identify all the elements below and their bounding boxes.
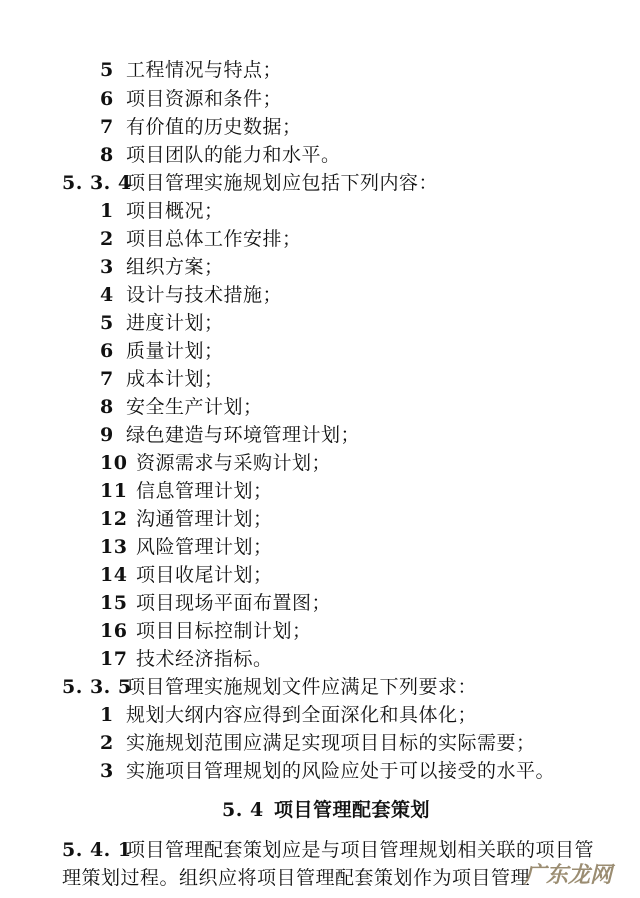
item-number: 1	[100, 200, 114, 222]
item-text: 质量计划；	[126, 340, 224, 362]
section-heading	[222, 798, 430, 822]
item-text: 项目资源和条件；	[126, 88, 283, 110]
clause-541-continuation	[62, 866, 530, 890]
list-item	[100, 591, 331, 615]
item-number: 15	[100, 592, 128, 614]
clause-text: 项目管理配套策划应是与项目管理规划相关联的项目管	[126, 839, 595, 861]
item-number: 5	[100, 312, 114, 334]
list-item	[100, 199, 224, 223]
item-number: 3	[100, 256, 114, 278]
item-text: 实施项目管理规划的风险应处于可以接受的水平。	[126, 760, 556, 782]
clause-text: 项目管理实施规划文件应满足下列要求：	[126, 676, 478, 698]
item-number: 8	[100, 144, 114, 166]
item-text: 绿色建造与环境管理计划；	[126, 424, 361, 446]
item-number: 8	[100, 396, 114, 418]
item-number: 6	[100, 340, 114, 362]
item-number: 7	[100, 368, 114, 390]
list-item	[100, 563, 273, 587]
item-number: 12	[100, 508, 128, 530]
list-item	[100, 311, 224, 335]
list-item	[100, 115, 302, 139]
item-number: 10	[100, 452, 128, 474]
item-number: 11	[100, 480, 128, 502]
item-text: 规划大纲内容应得到全面深化和具体化；	[126, 704, 478, 726]
clause-number: 5. 4. 1	[62, 839, 132, 861]
list-item	[100, 535, 273, 559]
list-item	[100, 339, 224, 363]
item-number: 2	[100, 732, 114, 754]
list-item	[100, 731, 536, 755]
list-item	[100, 367, 224, 391]
list-item	[100, 87, 282, 111]
clause-text: 理策划过程。组织应将项目管理配套策划作为项目管理	[62, 867, 531, 889]
section-number: 5. 4	[222, 799, 264, 821]
item-number: 9	[100, 424, 114, 446]
item-text: 设计与技术措施；	[126, 284, 283, 306]
item-text: 项目收尾计划；	[136, 564, 273, 586]
item-text: 项目现场平面布置图；	[136, 592, 332, 614]
item-number: 2	[100, 228, 114, 250]
item-text: 项目团队的能力和水平。	[126, 144, 341, 166]
list-item	[100, 703, 477, 727]
item-text: 技术经济指标。	[136, 648, 273, 670]
item-text: 进度计划；	[126, 312, 224, 334]
list-item	[100, 255, 224, 279]
item-text: 成本计划；	[126, 368, 224, 390]
list-item	[100, 227, 302, 251]
item-text: 沟通管理计划；	[136, 508, 273, 530]
list-item	[100, 759, 555, 783]
item-number: 4	[100, 284, 114, 306]
item-number: 14	[100, 564, 128, 586]
clause-541	[62, 838, 594, 862]
item-text: 有价值的历史数据；	[126, 116, 302, 138]
item-number: 3	[100, 760, 114, 782]
item-number: 1	[100, 704, 114, 726]
item-text: 项目概况；	[126, 200, 224, 222]
list-item	[100, 283, 282, 307]
item-text: 项目目标控制计划；	[136, 620, 312, 642]
list-item	[100, 507, 273, 531]
item-text: 信息管理计划；	[136, 480, 273, 502]
item-text: 项目总体工作安排；	[126, 228, 302, 250]
clause-535	[62, 675, 477, 699]
list-item	[100, 143, 341, 167]
item-text: 实施规划范围应满足实现项目目标的实际需要；	[126, 732, 536, 754]
item-text: 组织方案；	[126, 256, 224, 278]
list-item	[100, 479, 273, 503]
item-number: 7	[100, 116, 114, 138]
list-item	[100, 423, 360, 447]
item-number: 6	[100, 88, 114, 110]
item-text: 风险管理计划；	[136, 536, 273, 558]
clause-number: 5. 3. 4	[62, 172, 132, 194]
list-item	[100, 647, 273, 671]
item-number: 5	[100, 59, 114, 81]
clause-number: 5. 3. 5	[62, 676, 132, 698]
item-number: 16	[100, 620, 128, 642]
list-item	[100, 451, 331, 475]
item-text: 安全生产计划；	[126, 396, 263, 418]
clause-534	[62, 171, 438, 195]
list-item	[100, 619, 312, 643]
watermark-logo: 广东龙网	[523, 862, 612, 888]
item-text: 工程情况与特点；	[126, 59, 283, 81]
list-item	[100, 395, 263, 419]
item-number: 13	[100, 536, 128, 558]
item-number: 17	[100, 648, 128, 670]
clause-text: 项目管理实施规划应包括下列内容：	[126, 172, 439, 194]
section-title: 项目管理配套策划	[274, 799, 431, 821]
list-item	[100, 58, 282, 82]
item-text: 资源需求与采购计划；	[136, 452, 332, 474]
